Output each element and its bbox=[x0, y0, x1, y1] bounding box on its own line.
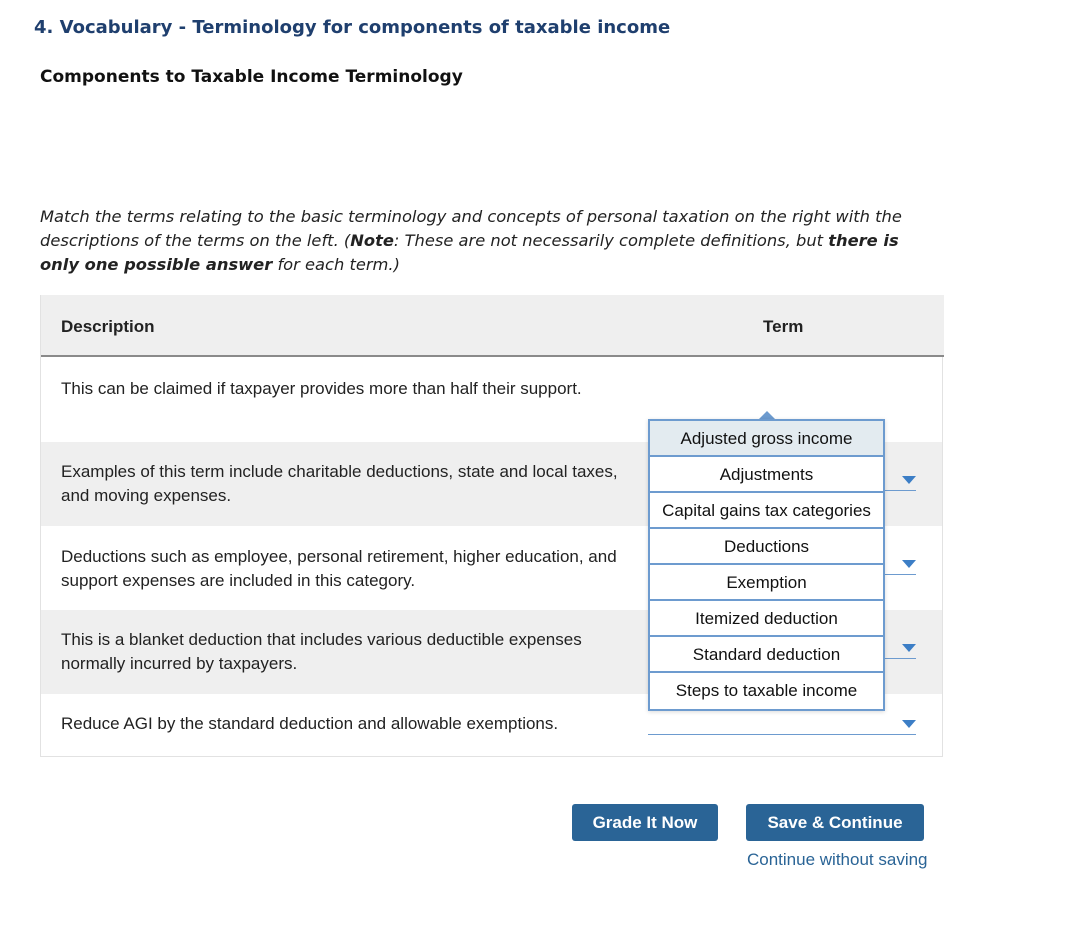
dropdown-option[interactable]: Deductions bbox=[650, 529, 883, 565]
header-term: Term bbox=[763, 317, 804, 336]
dropdown-option[interactable]: Capital gains tax categories bbox=[650, 493, 883, 529]
table-header bbox=[41, 295, 944, 357]
continue-without-saving-link[interactable]: Continue without saving bbox=[747, 850, 928, 869]
save-and-continue-button[interactable]: Save & Continue bbox=[746, 804, 924, 841]
row-description: Reduce AGI by the standard deduction and allowable exemptions. bbox=[61, 714, 559, 733]
term-select[interactable] bbox=[648, 714, 916, 735]
dropdown-option[interactable]: Steps to taxable income bbox=[675, 681, 858, 700]
question-title: 4. Vocabulary - Terminology for components of taxable income bbox=[34, 17, 671, 38]
instructions-emphasis: there is only one possible answer bbox=[40, 231, 899, 274]
instructions-text-1: Match the terms relating to the basic terminology and concepts of personal taxation on the right with the descriptions of the terms on the left. ( bbox=[40, 207, 902, 250]
note-label: Note bbox=[350, 231, 394, 250]
row-description: This is a blanket deduction that includes various deductible expenses normally incurred by taxpayers. bbox=[61, 630, 582, 673]
grade-it-now-button[interactable]: Grade It Now bbox=[572, 804, 718, 841]
dropdown-pointer-icon bbox=[759, 411, 775, 419]
dropdown-option[interactable]: Standard deduction bbox=[650, 637, 883, 673]
instructions-text-3: for each term.) bbox=[272, 255, 400, 274]
row-description: Deductions such as employee, personal retirement, higher education, and support expenses are included in this category. bbox=[61, 547, 617, 590]
row-description: This can be claimed if taxpayer provides more than half their support. bbox=[61, 379, 582, 398]
row-description: Examples of this term include charitable deductions, state and local taxes, and moving expenses. bbox=[61, 462, 618, 505]
dropdown-caret-icon bbox=[902, 560, 916, 568]
dropdown-caret-icon bbox=[902, 476, 916, 484]
dropdown-caret-icon bbox=[902, 644, 916, 652]
instructions-text-2: : These are not necessarily complete definitions, but bbox=[393, 231, 829, 250]
instructions bbox=[40, 205, 940, 277]
dropdown-caret-icon bbox=[902, 720, 916, 728]
dropdown-option[interactable]: Exemption bbox=[650, 565, 883, 601]
dropdown-option[interactable]: Adjustments bbox=[650, 457, 883, 493]
header-description: Description bbox=[61, 317, 155, 336]
dropdown-option[interactable]: Adjusted gross income bbox=[650, 421, 883, 457]
term-dropdown-menu bbox=[648, 419, 885, 711]
section-subtitle: Components to Taxable Income Terminology bbox=[40, 67, 463, 87]
dropdown-option[interactable]: Itemized deduction bbox=[650, 601, 883, 637]
